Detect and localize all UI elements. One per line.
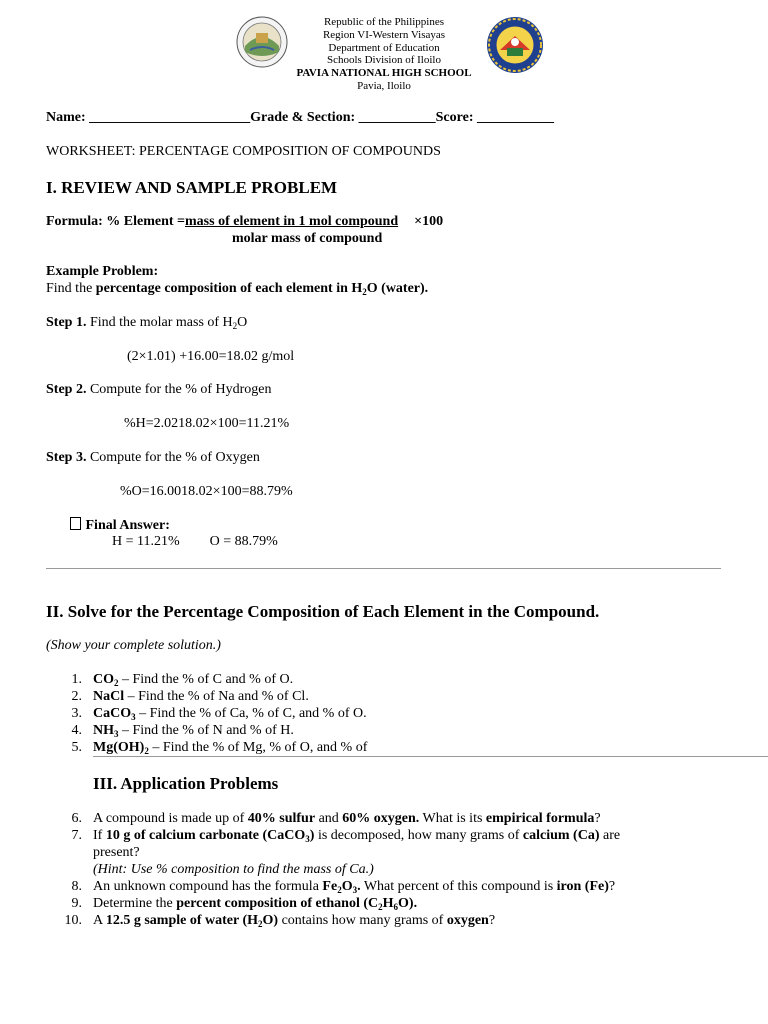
- formula-subscript: 2: [258, 919, 263, 929]
- q-text: A: [93, 913, 106, 928]
- application-problems-list: [46, 810, 746, 929]
- list-item: [46, 912, 746, 929]
- step-1: [46, 315, 247, 331]
- q-bold: Fe: [322, 879, 338, 894]
- q-text: ?: [594, 811, 601, 826]
- q-bold: 60% oxygen.: [342, 811, 420, 826]
- formula-denominator: molar mass of compound: [232, 231, 383, 246]
- section-2-instruction: (Show your complete solution.): [46, 638, 221, 653]
- formula-subscript: 3: [131, 712, 136, 722]
- formula-subscript: 3: [114, 729, 119, 739]
- school-name: PAVIA NATIONAL HIGH SCHOOL: [296, 67, 472, 80]
- section-2-heading: II. Solve for the Percentage Composition of Each Element in the Compound.: [46, 602, 600, 621]
- compound-formula: CO: [93, 672, 114, 687]
- compound-formula: CaCO: [93, 706, 132, 721]
- example-subscript: 2: [362, 287, 367, 297]
- section-divider-2: [93, 756, 768, 757]
- list-item: [46, 722, 746, 739]
- student-info-line: [46, 110, 554, 126]
- q-bold: ): [309, 828, 315, 843]
- score-field[interactable]: Score: ___________: [435, 110, 554, 125]
- item-number: 4.: [71, 723, 82, 738]
- q-text: What percent of this compound is: [360, 879, 557, 894]
- q-text: Determine the: [93, 896, 177, 911]
- q-bold: 40% sulfur: [247, 811, 316, 826]
- q-bold: 12.5 g sample of water (H: [105, 913, 259, 928]
- final-answer-h: H = 11.21%: [112, 534, 180, 549]
- list-item: [46, 739, 746, 756]
- q-text: A compound is made up of: [93, 811, 248, 826]
- formula-line: [46, 214, 443, 230]
- check-box-icon: [70, 517, 81, 530]
- compound-formula: Mg(OH): [93, 740, 145, 755]
- item-number: 1.: [71, 672, 82, 687]
- final-answer-o: O = 88.79%: [209, 534, 278, 549]
- item-number: 10.: [64, 913, 82, 928]
- q-text: What is its: [419, 811, 486, 826]
- formula-subscript: 2: [337, 885, 342, 895]
- section-divider: [46, 568, 721, 569]
- formula-subscript: 2: [378, 902, 383, 912]
- name-field[interactable]: Name: _______________________: [46, 110, 251, 125]
- q-bold: percent composition of ethanol (C: [176, 896, 379, 911]
- formula-times: ×100: [414, 214, 444, 229]
- example-label: Example Problem:: [46, 264, 159, 279]
- q-bold: O).: [398, 896, 418, 911]
- q-bold: oxygen: [446, 913, 489, 928]
- formula-subscript: 3: [352, 885, 358, 895]
- item-number: 2.: [71, 689, 82, 704]
- formula-subscript: 6: [393, 902, 399, 912]
- formula-subscript: 2: [114, 678, 119, 688]
- item-text: – Find the % of Mg, % of O, and % of: [148, 740, 368, 755]
- list-item: [46, 827, 746, 878]
- q-bold: H: [382, 896, 394, 911]
- final-answer-label-row: [70, 517, 170, 534]
- example-text: Find the: [46, 281, 96, 296]
- q-bold: 10 g of calcium carbonate (CaCO: [105, 828, 306, 843]
- item-number: 8.: [71, 879, 82, 894]
- q-bold: O): [262, 913, 279, 928]
- grade-section-field[interactable]: Grade & Section: ___________: [250, 110, 436, 125]
- list-item: [46, 688, 746, 705]
- item-number: 7.: [71, 828, 82, 843]
- list-item: [46, 671, 746, 688]
- formula-label: Formula: % Element =: [46, 214, 186, 229]
- q-text: If: [93, 828, 106, 843]
- section-1-heading: I. REVIEW AND SAMPLE PROBLEM: [46, 178, 338, 197]
- item-number: 3.: [71, 706, 82, 721]
- compound-list: [46, 671, 746, 756]
- q-text: present?: [93, 845, 140, 860]
- q-text: contains how many grams of: [278, 913, 447, 928]
- step-1-text: Find the molar mass of H: [86, 315, 233, 330]
- step-1-label: Step 1.: [46, 315, 87, 330]
- q-hint: (Hint: Use % composition to find the mass of Ca.): [93, 862, 374, 877]
- example-statement: [46, 281, 428, 297]
- item-number: 6.: [71, 811, 82, 826]
- q-text: ?: [488, 913, 496, 928]
- q-text: and: [315, 811, 343, 826]
- example-bold: percentage composition of each element in H: [95, 281, 363, 296]
- step-1-subscript: 2: [232, 321, 238, 331]
- item-text: – Find the % of C and % of O.: [118, 672, 294, 687]
- q-text: An unknown compound has the formula: [93, 879, 323, 894]
- step-3-text: Compute for the % of Oxygen: [86, 450, 260, 465]
- final-answer-values: [112, 534, 278, 550]
- step-2-label: Step 2.: [46, 382, 87, 397]
- list-item: [46, 705, 746, 722]
- letterhead: [250, 16, 518, 93]
- item-text: – Find the % of N and % of H.: [118, 723, 294, 738]
- q-text: ?: [608, 879, 616, 894]
- item-text: – Find the % of Ca, % of C, and % of O.: [135, 706, 367, 721]
- header-line-3: Department of Education: [328, 41, 440, 54]
- header-line-2: Region VI-Western Visayas: [322, 28, 446, 41]
- q-text: are: [599, 828, 621, 843]
- q-bold: O: [341, 879, 353, 894]
- step-3-calculation: %O=16.0018.02×100=88.79%: [120, 484, 293, 499]
- step-1-calculation: (2×1.01) +16.00=18.02 g/mol: [127, 349, 295, 364]
- item-number: 9.: [71, 896, 82, 911]
- school-location: Pavia, Iloilo: [357, 79, 411, 92]
- worksheet-title: WORKSHEET: PERCENTAGE COMPOSITION OF COMPOUNDS: [46, 144, 441, 159]
- formula-subscript: 3: [305, 834, 310, 844]
- step-2-calculation: %H=2.0218.02×100=11.21%: [124, 416, 290, 431]
- header-line-4: Schools Division of Iloilo: [327, 54, 441, 67]
- q-bold: empirical formula: [485, 811, 595, 826]
- step-3-label: Step 3.: [46, 450, 87, 465]
- formula-numerator: mass of element in 1 mol compound: [185, 214, 399, 229]
- school-seal-icon: [486, 16, 544, 74]
- q-text: is decomposed, how many grams of: [314, 828, 523, 843]
- section-3-heading: III. Application Problems: [93, 774, 279, 793]
- compound-formula: NaCl: [93, 689, 125, 704]
- item-text: – Find the % of Na and % of Cl.: [124, 689, 309, 704]
- q-bold: iron (Fe): [556, 879, 609, 894]
- list-item: [46, 878, 746, 895]
- step-1-end: O: [237, 315, 248, 330]
- list-item: [46, 895, 746, 912]
- final-answer-label: Final Answer:: [82, 518, 170, 533]
- q-bold: .: [357, 879, 361, 894]
- example-bold-end: O (water).: [366, 281, 429, 296]
- compound-formula: NH: [93, 723, 114, 738]
- item-number: 5.: [71, 740, 82, 755]
- step-2-text: Compute for the % of Hydrogen: [86, 382, 272, 397]
- step-3: [46, 450, 260, 466]
- list-item: [46, 810, 746, 827]
- formula-subscript: 2: [144, 746, 149, 756]
- step-2: [46, 382, 272, 398]
- header-line-1: Republic of the Philippines: [323, 16, 445, 28]
- q-bold: calcium (Ca): [522, 828, 600, 843]
